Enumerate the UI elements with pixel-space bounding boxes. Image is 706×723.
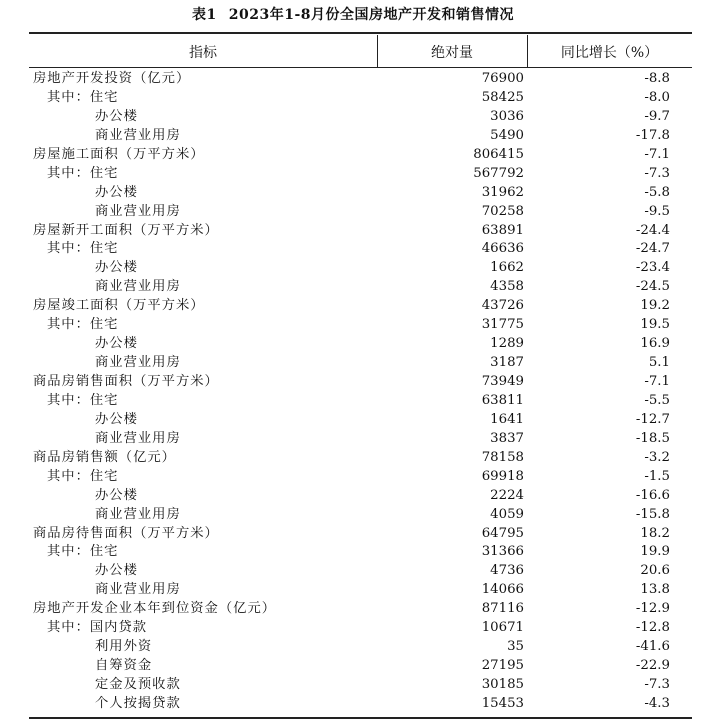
header-absolute: 绝对量 bbox=[431, 45, 473, 61]
table-row bbox=[29, 165, 692, 184]
row-growth: -16.6 bbox=[635, 487, 670, 503]
row-value: 70258 bbox=[481, 203, 524, 219]
row-value: 73949 bbox=[481, 374, 524, 389]
row-value: 2224 bbox=[490, 487, 524, 503]
row-label: 定金及预收款 bbox=[95, 677, 181, 692]
row-growth: -7.3 bbox=[644, 677, 670, 692]
row-growth: -18.5 bbox=[635, 430, 670, 446]
table-row bbox=[29, 562, 692, 581]
table-row bbox=[29, 430, 692, 449]
table-row bbox=[29, 316, 692, 335]
row-label: 办公楼 bbox=[95, 108, 138, 124]
table-row bbox=[29, 203, 692, 222]
table-row bbox=[29, 335, 692, 354]
row-value: 4736 bbox=[490, 563, 524, 579]
row-growth: -5.8 bbox=[644, 184, 670, 200]
row-growth: -24.7 bbox=[635, 241, 670, 257]
row-value: 58425 bbox=[481, 89, 524, 105]
top-rule bbox=[29, 32, 692, 34]
table-row bbox=[29, 695, 692, 714]
row-value: 43726 bbox=[481, 298, 524, 314]
row-value: 30185 bbox=[481, 677, 524, 692]
row-value: 76900 bbox=[481, 71, 524, 86]
row-growth: 19.2 bbox=[640, 298, 670, 314]
row-label: 商品房销售面积（万平方米） bbox=[33, 374, 219, 389]
row-growth: 19.5 bbox=[640, 317, 670, 333]
row-growth: 20.6 bbox=[640, 563, 670, 579]
row-label: 商业营业用房 bbox=[95, 582, 181, 598]
table-row bbox=[29, 581, 692, 600]
row-label: 其中：住宅 bbox=[47, 89, 119, 105]
row-value: 3187 bbox=[490, 355, 524, 371]
row-label: 商业营业用房 bbox=[95, 127, 181, 143]
row-label: 办公楼 bbox=[95, 336, 138, 352]
table-row bbox=[29, 127, 692, 146]
row-label: 其中：住宅 bbox=[47, 544, 119, 560]
row-label: 办公楼 bbox=[95, 411, 138, 427]
row-growth: -12.7 bbox=[635, 411, 670, 427]
table-row bbox=[29, 222, 692, 241]
table-row bbox=[29, 543, 692, 562]
header-indicator: 指标 bbox=[189, 45, 217, 61]
row-growth: -4.3 bbox=[644, 695, 670, 711]
row-label: 其中：住宅 bbox=[47, 392, 119, 408]
row-label: 其中：住宅 bbox=[47, 165, 119, 181]
table-row bbox=[29, 354, 692, 373]
row-label: 商业营业用房 bbox=[95, 279, 181, 295]
row-label: 个人按揭贷款 bbox=[95, 695, 181, 711]
table-body bbox=[29, 70, 692, 714]
row-value: 1289 bbox=[490, 336, 524, 352]
row-growth: -23.4 bbox=[635, 260, 670, 276]
row-value: 31366 bbox=[481, 544, 524, 560]
table-number: 表1 bbox=[191, 7, 217, 23]
row-value: 3036 bbox=[490, 108, 524, 124]
row-label: 商业营业用房 bbox=[95, 430, 181, 446]
row-value: 69918 bbox=[481, 468, 524, 484]
table-header bbox=[29, 35, 692, 68]
table-row bbox=[29, 487, 692, 506]
table-row bbox=[29, 108, 692, 127]
row-growth: -12.9 bbox=[635, 601, 670, 617]
table-row bbox=[29, 146, 692, 165]
table-row bbox=[29, 70, 692, 89]
row-value: 35 bbox=[507, 639, 524, 655]
row-value: 4059 bbox=[490, 506, 524, 522]
row-label: 商品房销售额（亿元） bbox=[33, 449, 176, 465]
row-label: 办公楼 bbox=[95, 184, 138, 200]
row-value: 27195 bbox=[481, 658, 524, 674]
table-row bbox=[29, 259, 692, 278]
row-growth: -24.4 bbox=[635, 222, 670, 238]
row-growth: -41.6 bbox=[635, 639, 670, 655]
table-row bbox=[29, 297, 692, 316]
row-label: 办公楼 bbox=[95, 563, 138, 579]
row-growth: -9.5 bbox=[644, 203, 670, 219]
row-label: 商业营业用房 bbox=[95, 355, 181, 371]
row-label: 办公楼 bbox=[95, 487, 138, 503]
row-value: 31962 bbox=[481, 184, 524, 200]
row-growth: -3.2 bbox=[644, 449, 670, 465]
table-row bbox=[29, 619, 692, 638]
row-value: 4358 bbox=[490, 279, 524, 295]
row-label: 办公楼 bbox=[95, 260, 138, 276]
table-row bbox=[29, 89, 692, 108]
row-label: 其中：住宅 bbox=[47, 468, 119, 484]
row-growth: -17.8 bbox=[635, 127, 670, 143]
row-value: 63891 bbox=[481, 222, 524, 238]
row-growth: 16.9 bbox=[640, 336, 670, 352]
row-growth: -15.8 bbox=[635, 506, 670, 522]
table-title-text: 2023年1-8月份全国房地产开发和销售情况 bbox=[228, 7, 514, 23]
row-label: 其中：国内贷款 bbox=[47, 620, 148, 636]
row-value: 78158 bbox=[481, 449, 524, 465]
row-growth: -22.9 bbox=[635, 658, 670, 674]
row-growth: -7.3 bbox=[644, 165, 670, 181]
row-value: 31775 bbox=[481, 317, 524, 333]
row-label: 商品房待售面积（万平方米） bbox=[33, 525, 219, 541]
table-row bbox=[29, 240, 692, 259]
row-value: 1662 bbox=[490, 260, 524, 276]
row-value: 46636 bbox=[481, 241, 524, 257]
table-title bbox=[0, 4, 706, 24]
table-row bbox=[29, 373, 692, 392]
row-value: 806415 bbox=[473, 146, 524, 162]
row-value: 3837 bbox=[490, 430, 524, 446]
table-row bbox=[29, 638, 692, 657]
table-row bbox=[29, 411, 692, 430]
table-row bbox=[29, 278, 692, 297]
row-growth: -7.1 bbox=[644, 374, 670, 389]
row-growth: 18.2 bbox=[640, 525, 670, 541]
row-growth: -5.5 bbox=[644, 392, 670, 408]
row-label: 利用外资 bbox=[95, 639, 153, 655]
table-row bbox=[29, 600, 692, 619]
row-growth: -24.5 bbox=[635, 279, 670, 295]
row-label: 房屋新开工面积（万平方米） bbox=[33, 222, 219, 238]
table-row bbox=[29, 392, 692, 411]
row-label: 其中：住宅 bbox=[47, 317, 119, 333]
table-row bbox=[29, 449, 692, 468]
table-row bbox=[29, 676, 692, 695]
row-value: 5490 bbox=[490, 127, 524, 143]
row-growth: -1.5 bbox=[644, 468, 670, 484]
table-row bbox=[29, 657, 692, 676]
row-label: 自筹资金 bbox=[95, 658, 153, 674]
row-growth: 13.8 bbox=[640, 582, 670, 598]
row-growth: -8.0 bbox=[644, 89, 670, 105]
row-growth: 5.1 bbox=[648, 355, 670, 371]
row-growth: -12.8 bbox=[635, 620, 670, 636]
row-label: 房地产开发企业本年到位资金（亿元） bbox=[33, 601, 277, 617]
bottom-rule bbox=[29, 717, 692, 719]
row-label: 其中：住宅 bbox=[47, 241, 119, 257]
table-row bbox=[29, 525, 692, 544]
row-value: 64795 bbox=[481, 525, 524, 541]
table-row bbox=[29, 468, 692, 487]
row-growth: -9.7 bbox=[644, 108, 670, 124]
row-value: 87116 bbox=[481, 601, 524, 617]
row-label: 房地产开发投资（亿元） bbox=[33, 71, 191, 86]
row-growth: -7.1 bbox=[644, 146, 670, 162]
row-label: 商业营业用房 bbox=[95, 203, 181, 219]
header-growth: 同比增长（%） bbox=[560, 45, 659, 61]
row-value: 15453 bbox=[481, 695, 524, 711]
row-label: 房屋竣工面积（万平方米） bbox=[33, 298, 205, 314]
row-value: 10671 bbox=[481, 620, 524, 636]
table-row bbox=[29, 506, 692, 525]
row-label: 房屋施工面积（万平方米） bbox=[33, 146, 205, 162]
row-value: 567792 bbox=[473, 165, 524, 181]
row-growth: -8.8 bbox=[644, 71, 670, 86]
row-value: 1641 bbox=[490, 411, 524, 427]
table-row bbox=[29, 184, 692, 203]
row-label: 商业营业用房 bbox=[95, 506, 181, 522]
row-growth: 19.9 bbox=[640, 544, 670, 560]
row-value: 14066 bbox=[481, 582, 524, 598]
row-value: 63811 bbox=[481, 392, 524, 408]
